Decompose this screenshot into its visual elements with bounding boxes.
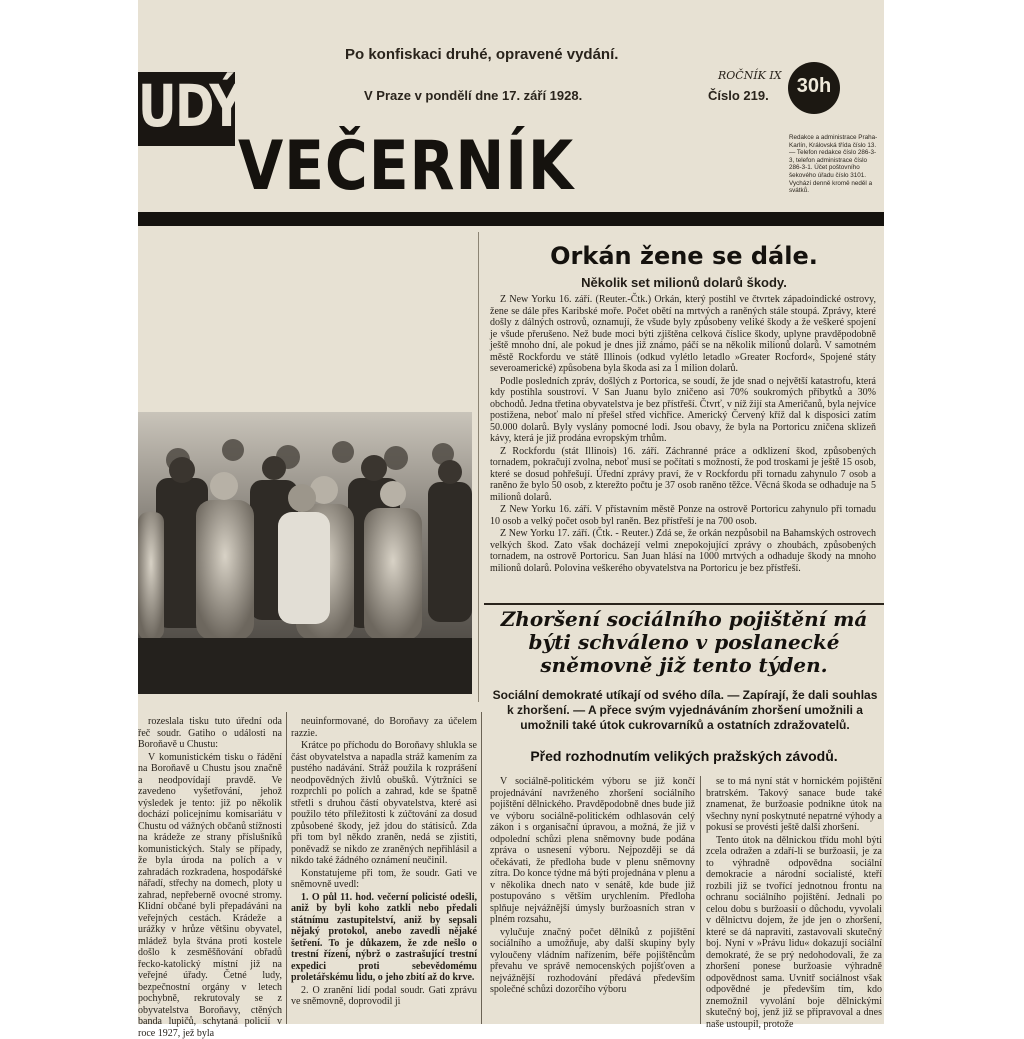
- left-column-1: [138, 716, 282, 1024]
- article1-paragraph: Z New Yorku 16. září. V přístavním městě Ponze na ostrově Portoricu zahynulo při tornadu 10 osob a velký počet osob byl raněn. Bez přístřeší je na 700 osob.: [490, 504, 876, 527]
- left-paragraph: 2. O zranění lidí podal soudr. Gati zprávu ve sněmovně, doprovodil ji: [291, 985, 477, 1008]
- price-value: 30h: [788, 75, 840, 98]
- article2-paragraph: Tento útok na dělnickou třídu mohl býti zcela odražen a zdaří-li se buržoasii, je za to výhradně odpovědna sociální demokracie a národní socialisté, kteří rozbili již se tvořící jednotnou frontu na ochranu sociálního pojištění. Jednali po celou dobu s buržoasií o důchodu, vyvolali v dělnictvu dojem, že jde jen o zhoršení, které se dá napraviti, zastavovali skutečný boj. Nyní v »Právu lidu« dokazují sociální demokraté, že se prý nedohodovali, že za zhoršení ponese buržoasie výhradně odpovědnost sama. Uvnitř sociálnost však odpovědné je především tím, kdo znemožnil vyvolání boje dělnickými skutečný boj, jenž již se připravoval a dnes naše ustoupil, protože: [706, 835, 882, 1031]
- issue-number: Číslo 219.: [708, 88, 769, 103]
- article2-deck: Sociální demokraté utíkají od svého díla. — Zapírají, že dali souhlas k zhoršení. — A přece svým vyjednáváním zhoršení umožnili a umožnili také útok cukrovarníků a ostatních zdražovatelů.: [490, 688, 880, 733]
- masthead-rule: [138, 212, 884, 226]
- volume-label: ROČNÍK IX: [718, 69, 782, 82]
- article2-column-2: [706, 776, 882, 1024]
- left-paragraph: rozeslala tisku tuto úřední oda řeč soudr. Gatiho o události na Boroňavě u Chustu:: [138, 716, 282, 751]
- newspaper-page: [138, 0, 884, 1024]
- article-divider: [484, 603, 884, 605]
- masthead-title-left: UDÝ: [138, 66, 219, 146]
- date-line: V Praze v pondělí dne 17. září 1928.: [364, 88, 684, 103]
- admin-info: Redakce a administrace Praha-Karlín, Královská třída číslo 13. — Telefon redakce číslo 286-3-3, telefon administrace číslo 286-3-1. Účet poštovního šekového úřadu číslo 3101. Vychází denně kromě neděl a svátků.: [789, 134, 881, 210]
- left-paragraph: Konstatujeme při tom, že soudr. Gati ve sněmovně uvedl:: [291, 868, 477, 891]
- article1-body: [490, 294, 876, 600]
- article1-paragraph: Z New Yorku 16. září. (Reuter.-Čtk.) Orkán, který postihl ve čtvrtek západoindické ostrovy, žene se dále přes Karibské moře. Počet obětí na mrtvých a raněných stále stoupá. Zprávy, které došly z dálných ostrovů, oznamují, že všude byly způsobeny veliké škody a že veškeré spojení je všude přerušeno. Než bude moci býti zjištěna celková číslice škody, uplyne pravděpodobně ještě mnoho dní, ale pokud je dnes již známo, páčí se na několik milionů dolarů. V samotném městě Rockfordu ve státě Illinois (odkud vylétlo letadlo »Greater Rocford«, Spojené státy severoamerické) způsobena byla škoda asi za 1 milion dolarů.: [490, 294, 876, 375]
- news-photograph: [138, 412, 472, 694]
- article2-headline: Zhoršení sociálního pojištění má býti schváleno v poslanecké sněmovně již tento týden.: [484, 608, 884, 677]
- article1-subhead: Několik set milionů dolarů škody.: [484, 275, 884, 290]
- column-rule: [286, 712, 287, 1024]
- article1-paragraph: Podle posledních zpráv, došlých z Portorica, se soudí, že jde snad o největší katastrofu, která kdy postihla soustroví. V San Juanu bylo zničeno asi 70% soukromých příbytků a 30% obchodů. Jedna třetina obyvatelstva je bez přístřeší. Čtvrť, v níž žijí sta Američanů, byla nejvíce postižena, neboť malo ní přešel střed vichřice. Americký Červený kříž dal k disposici zatím 50.000 dolarů. Byly vyslány pomocné lodi. Jsou obavy, že byla na Portoricu zničena sklizeň kávy, která je již prodána evropským trhům.: [490, 376, 876, 445]
- article1-paragraph: Z New Yorku 17. září. (Čtk. - Reuter.) Zdá se, že orkán nezpůsobil na Bahamských ostrovech velkých škod. Zato však docházejí velmi znepokojující zprávy o zhoubách, způsobených tornadem, na ostrově Portoricu. San Juan hlásí na 1000 mrtvých a odhaduje škody na mnoho milionů dolarů. Polovina veškerého obyvatelstva na Portoricu je bez přístřeší.: [490, 528, 876, 574]
- article2-paragraph: V sociálně-politickém výboru se již končí projednávání navrženého zhoršení sociálního pojištění dělnického. Pravděpodobně dnes bude již ve výboru sociálně-politickém odhlasován celý zákon i s organisační úpravou, a možná, že již v odpolední schůzi plena sněmovny bude podána zpráva o usnesení výboru. Nejpozději se dá očekávati, že předloha bude v plenu sněmovny zítra. Do konce týdne má býti projednána v plenu a v několika dnech nato v senátě, kde bude již postupováno s větším urychlením. Předloha splňuje nejvážnější úmysly buržoasních stran v plném rozsahu,: [490, 776, 695, 926]
- left-paragraph: 1. O půl 11. hod. večerní policisté odešli, aniž by byli koho zatkli nebo předali státnímu zastupitelství, aniž by sepsali nějaký protokol, anebo zavedli nějaké šetření. To je důkazem, že zde nešlo o trestní řízení, nýbrž o zastrašující trestní expedici proti sebevědomému proletářskému lidu, o jeho zbití až do krve.: [291, 892, 477, 984]
- left-paragraph: neuinformované, do Boroňavy za účelem razzie.: [291, 716, 477, 739]
- masthead-title: VEČERNÍK: [238, 112, 574, 222]
- edition-note: Po konfiskaci druhé, opravené vydání.: [345, 46, 705, 63]
- left-paragraph: V komunistickém tisku o řádění na Boroňavě u Chustu jsou značně a neodpovídají pravdě. Ve zavedeno vyšetřování, jehož výsledek je tento: již po několik dochází policejnímu komisariátu v Chustu od vážných občanů stížnosti na krádeže ze strany příslušníků komunistických. Staly se případy, že byla úroda na polích a v zahradách rozkradena, hospodářské nářadí, střechy na domech, ploty u zahrad, nepřeberně ovocné stromy. Klidní občané byli přepadáváni na veřejných cestách. Krádeže a urážky v hrůze většinu obyvatel, mládež byla štvána proti kostele došlo k zesměšňování obřadů řecko-katolický místní již na veřejné úřady. Četné ludy, bezpečnostní orgány v letech pochybně, rekrutovaly se z obyvatelstva Boroňavy, ctěných banda lupičů, schytaná policií v roce 1927, jež byla: [138, 752, 282, 1039]
- article2-paragraph: se to má nyní stát v hornickém pojištění bratrském. Takový sanace bude také znamenat, že buržoasie podnikne útok na všechny nyní poskytnuté nepatrné výhody a pokusí se provésti ještě další zhoršení.: [706, 776, 882, 834]
- article1-paragraph: Z Rockfordu (stát Illinois) 16. září. Záchranné práce a odklizení škod, způsobených tornadem, pokračují zvolna, neboť musí se počítati s možností, že pod troskami je ještě 15 osob, které se dosud pohřešují. Úřední zprávy praví, že v Rockfordu při tornadu zahynulo 7 osob a raněno že bylo 50 osob, z kterežto počtu je 37 osob raněno těžce. Věcná škoda se odhaduje na 5 milionů dolarů.: [490, 446, 876, 504]
- article2-subhead: Před rozhodnutím velikých pražských závodů.: [484, 748, 884, 764]
- crowd-photo-image: [138, 412, 472, 694]
- column-rule: [700, 776, 701, 1024]
- article1-headline: Orkán žene se dále.: [484, 242, 884, 270]
- vertical-divider: [478, 232, 479, 702]
- left-column-2: [291, 716, 477, 1024]
- article2-paragraph: vylučuje značný počet dělníků z pojištění sociálního a umožňuje, aby další skupiny byly vyloučeny vládním nařízením, béře pojištěncům převahu ve správě nemocenských pojišťoven a nejvážnější rozhodování předává především společné schůzi dozorčího výboru: [490, 927, 695, 996]
- left-paragraph: Krátce po příchodu do Boroňavy shlukla se část obyvatelstva a napadla stráž kamením za pustého nadávání. Stráž použila k rozprášení neodpovědných živlů obušků. Výtržníci se rozprchli po polích a zahrad, kde se špatně střetli s druhou částí obyvatelstva, které asi použilo této příležitosti k zúčtování za dosud způsobené škody, jež jdou do státisíců. Zda při tom byl někdo zraněn, nedá se zjistiti, poněvadž se nikdo ze zraněných nepřihlásil a nikdo také žádného oznámení neučinil.: [291, 740, 477, 867]
- article2-column-1: [490, 776, 695, 1024]
- column-rule: [481, 712, 482, 1024]
